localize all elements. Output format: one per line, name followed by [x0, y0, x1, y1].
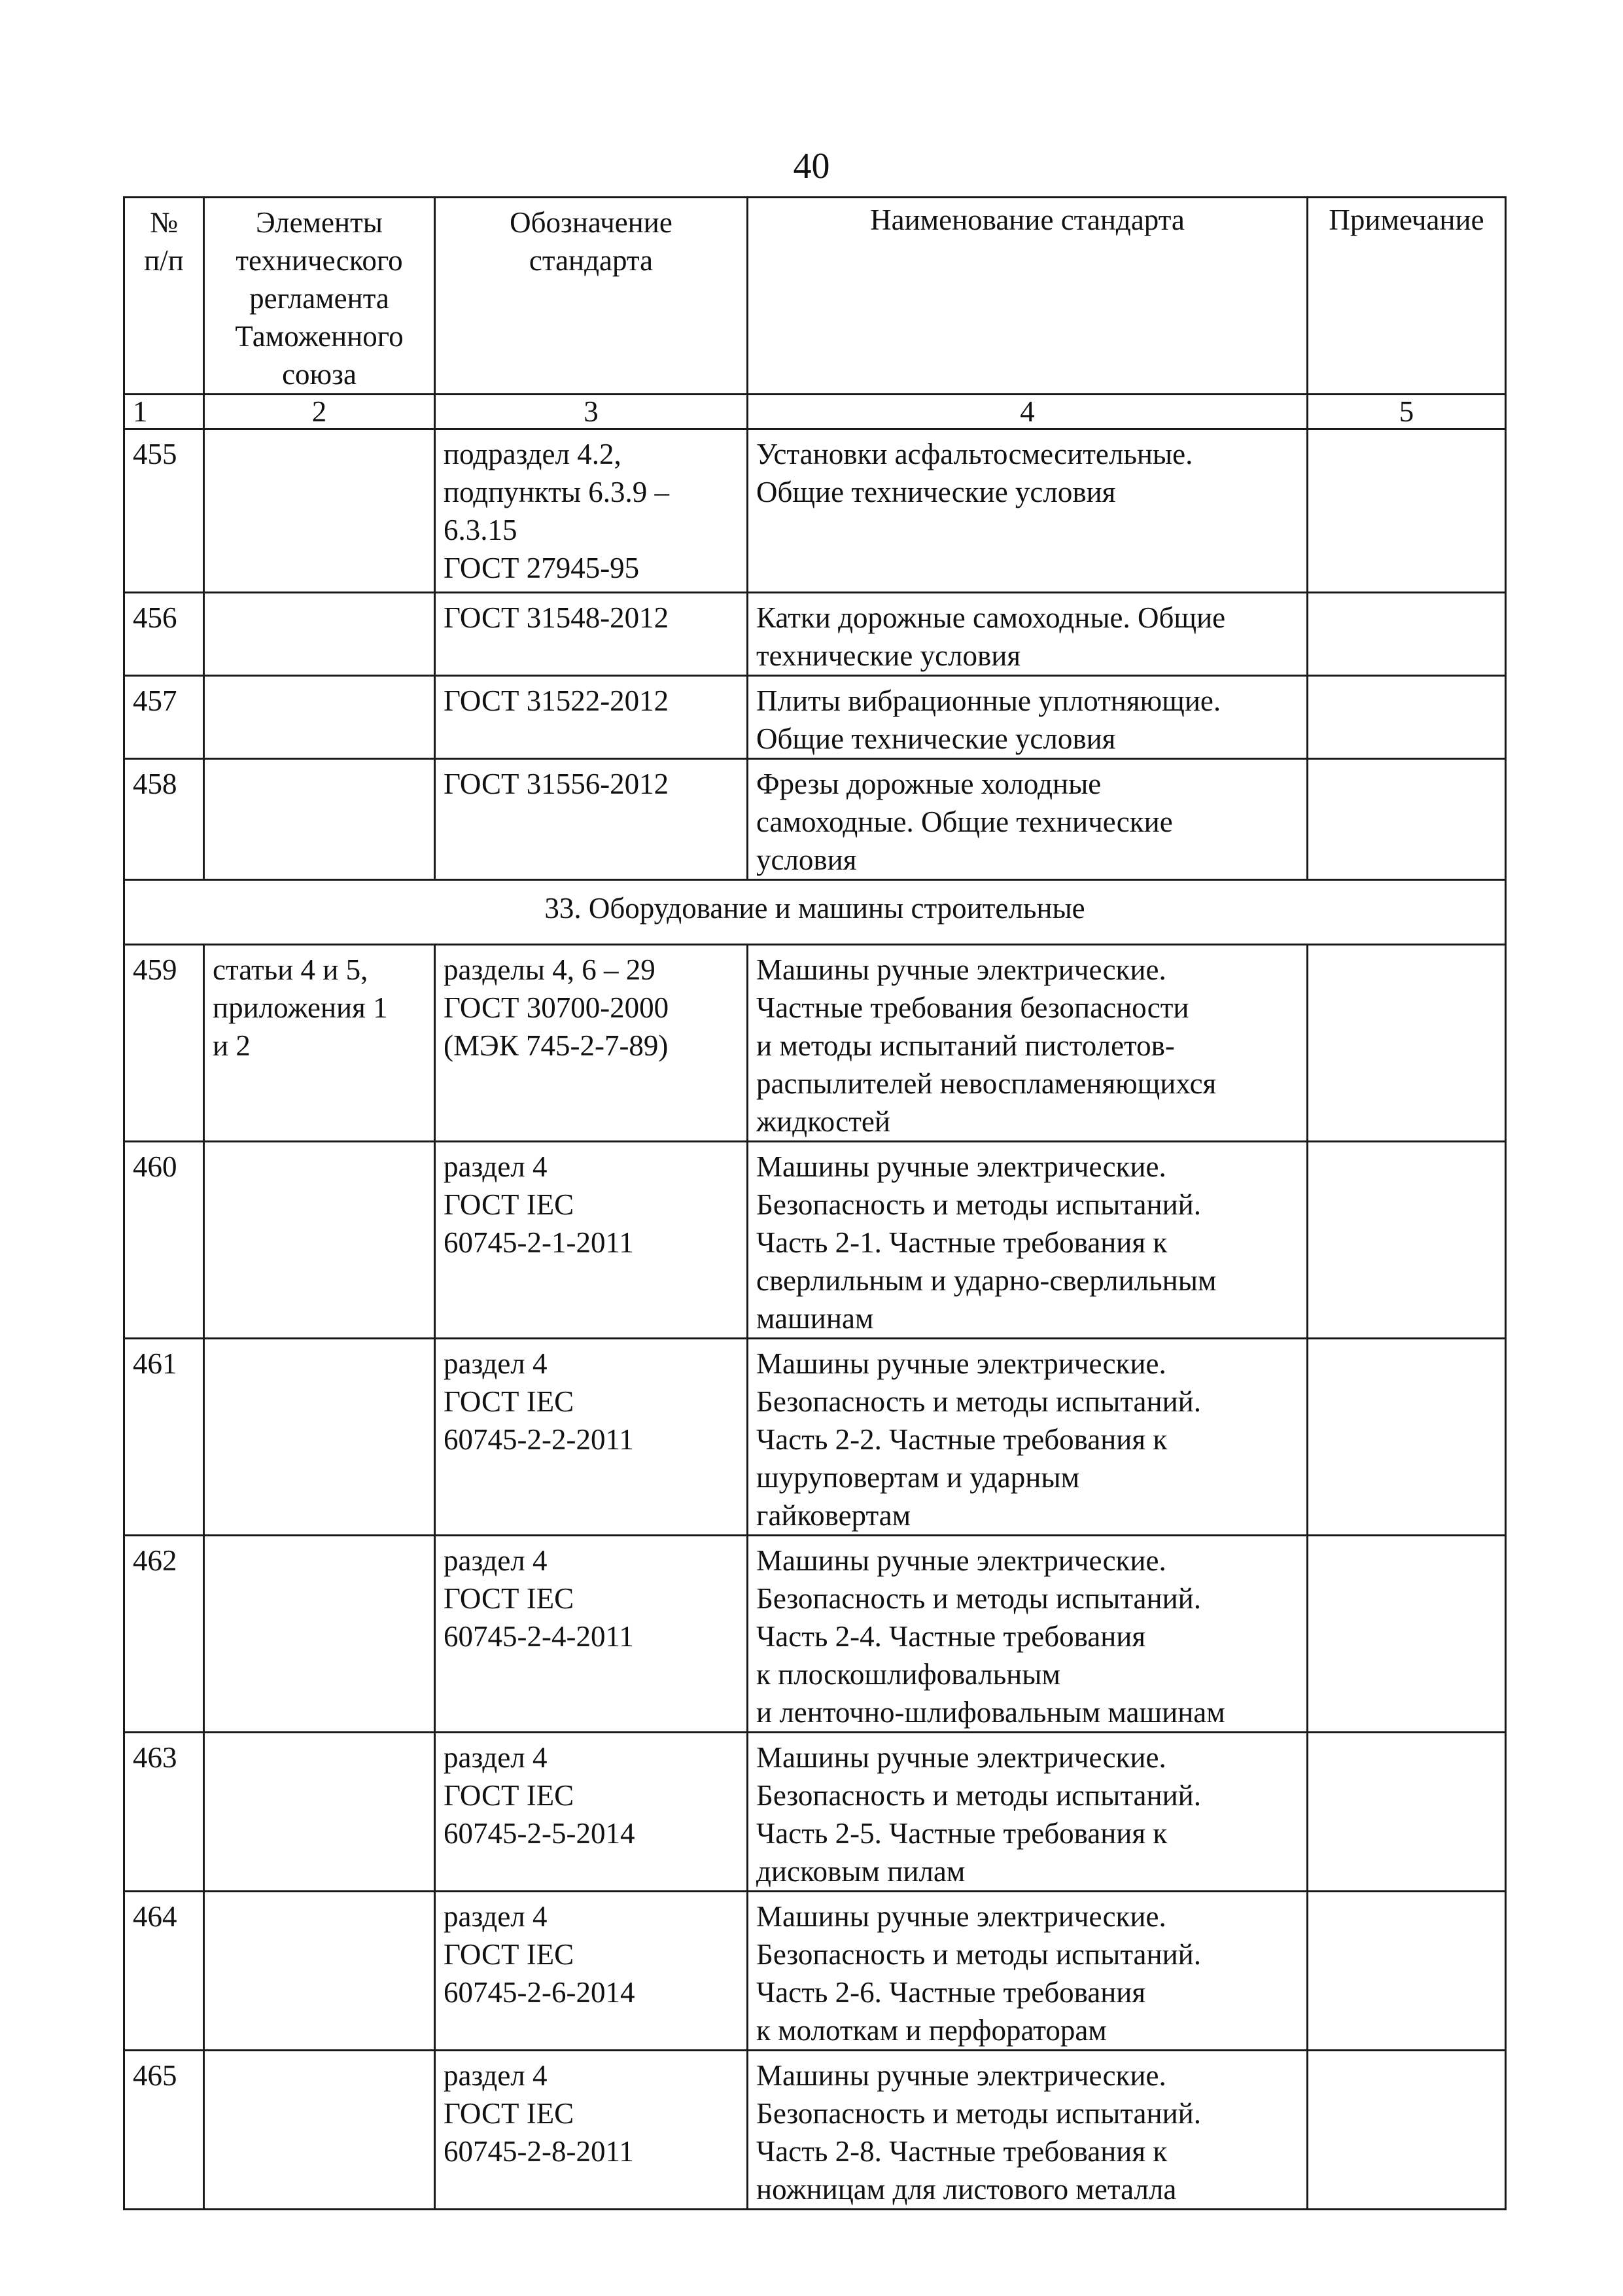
row-designation: разделы 4, 6 – 29 ГОСТ 30700-2000 (МЭК 745-2-7-89) — [435, 945, 748, 1142]
row-number: 464 — [124, 1892, 204, 2051]
row-element — [204, 593, 435, 676]
row-designation: ГОСТ 31548-2012 — [435, 593, 748, 676]
standards-table — [123, 196, 1507, 2210]
row-note — [1308, 1892, 1506, 2051]
row-element — [204, 429, 435, 593]
row-standard-name: Машины ручные электрические. Безопасность и методы испытаний. Часть 2-6. Частные требования к молоткам и перфораторам — [748, 1892, 1308, 2051]
row-designation: ГОСТ 31522-2012 — [435, 676, 748, 759]
row-element — [204, 1892, 435, 2051]
row-designation: раздел 4 ГОСТ IEC 60745-2-1-2011 — [435, 1142, 748, 1339]
table-row — [124, 2051, 1506, 2210]
row-element — [204, 676, 435, 759]
row-number: 457 — [124, 676, 204, 759]
row-number: 462 — [124, 1536, 204, 1733]
table-row — [124, 1733, 1506, 1892]
row-note — [1308, 1339, 1506, 1536]
row-designation: ГОСТ 31556-2012 — [435, 759, 748, 880]
row-number: 463 — [124, 1733, 204, 1892]
row-element — [204, 1339, 435, 1536]
row-note — [1308, 1733, 1506, 1892]
table-row — [124, 1892, 1506, 2051]
row-standard-name: Машины ручные электрические. Безопасность и методы испытаний. Часть 2-2. Частные требования к шуруповертам и ударным гайковертам — [748, 1339, 1308, 1536]
column-number: 2 — [204, 395, 435, 429]
header-elements: Элементы технического регламента Таможенного союза — [204, 198, 435, 395]
row-number: 458 — [124, 759, 204, 880]
table-row — [124, 1142, 1506, 1339]
header-note: Примечание — [1308, 198, 1506, 395]
section-title: 33. Оборудование и машины строительные — [124, 880, 1506, 945]
row-element: статьи 4 и 5, приложения 1 и 2 — [204, 945, 435, 1142]
row-note — [1308, 676, 1506, 759]
row-designation: подраздел 4.2, подпункты 6.3.9 – 6.3.15 ГОСТ 27945-95 — [435, 429, 748, 593]
row-designation: раздел 4 ГОСТ IEC 60745-2-6-2014 — [435, 1892, 748, 2051]
row-element — [204, 1536, 435, 1733]
page-number: 40 — [793, 146, 830, 186]
row-element — [204, 1733, 435, 1892]
row-standard-name: Машины ручные электрические. Безопасность и методы испытаний. Часть 2-5. Частные требования к дисковым пилам — [748, 1733, 1308, 1892]
column-numbers-row — [124, 395, 1506, 429]
row-standard-name: Плиты вибрационные уплотняющие. Общие технические условия — [748, 676, 1308, 759]
row-number: 465 — [124, 2051, 204, 2210]
row-designation: раздел 4 ГОСТ IEC 60745-2-4-2011 — [435, 1536, 748, 1733]
header-standard-name: Наименование стандарта — [748, 198, 1308, 395]
table-row — [124, 945, 1506, 1142]
row-standard-name: Фрезы дорожные холодные самоходные. Общие технические условия — [748, 759, 1308, 880]
row-note — [1308, 759, 1506, 880]
row-element — [204, 759, 435, 880]
row-number: 460 — [124, 1142, 204, 1339]
row-designation: раздел 4 ГОСТ IEC 60745-2-5-2014 — [435, 1733, 748, 1892]
table-row — [124, 593, 1506, 676]
row-designation: раздел 4 ГОСТ IEC 60745-2-8-2011 — [435, 2051, 748, 2210]
row-note — [1308, 1142, 1506, 1339]
row-standard-name: Машины ручные электрические. Частные требования безопасности и методы испытаний пистолетов- распылителей невоспламеняющихся жидкостей — [748, 945, 1308, 1142]
header-designation: Обозначение стандарта — [435, 198, 748, 395]
row-note — [1308, 2051, 1506, 2210]
row-note — [1308, 429, 1506, 593]
row-standard-name: Машины ручные электрические. Безопасность и методы испытаний. Часть 2-4. Частные требования к плоскошлифовальным и ленточно-шлифовальным машинам — [748, 1536, 1308, 1733]
row-number: 456 — [124, 593, 204, 676]
section-row — [124, 880, 1506, 945]
table-row — [124, 1536, 1506, 1733]
table-row — [124, 1339, 1506, 1536]
row-standard-name: Машины ручные электрические. Безопасность и методы испытаний. Часть 2-1. Частные требования к сверлильным и ударно-сверлильным машинам — [748, 1142, 1308, 1339]
row-number: 455 — [124, 429, 204, 593]
row-designation: раздел 4 ГОСТ IEC 60745-2-2-2011 — [435, 1339, 748, 1536]
column-number: 3 — [435, 395, 748, 429]
row-number: 459 — [124, 945, 204, 1142]
row-element — [204, 2051, 435, 2210]
column-number: 1 — [124, 395, 204, 429]
row-element — [204, 1142, 435, 1339]
table-row — [124, 759, 1506, 880]
row-number: 461 — [124, 1339, 204, 1536]
row-note — [1308, 945, 1506, 1142]
row-note — [1308, 1536, 1506, 1733]
column-number: 5 — [1308, 395, 1506, 429]
row-standard-name: Установки асфальтосмесительные. Общие технические условия — [748, 429, 1308, 593]
row-note — [1308, 593, 1506, 676]
row-standard-name: Машины ручные электрические. Безопасность и методы испытаний. Часть 2-8. Частные требования к ножницам для листового металла — [748, 2051, 1308, 2210]
column-number: 4 — [748, 395, 1308, 429]
table-header-row — [124, 198, 1506, 395]
table-row — [124, 429, 1506, 593]
table-row — [124, 676, 1506, 759]
row-standard-name: Катки дорожные самоходные. Общие технические условия — [748, 593, 1308, 676]
header-number: № п/п — [124, 198, 204, 395]
